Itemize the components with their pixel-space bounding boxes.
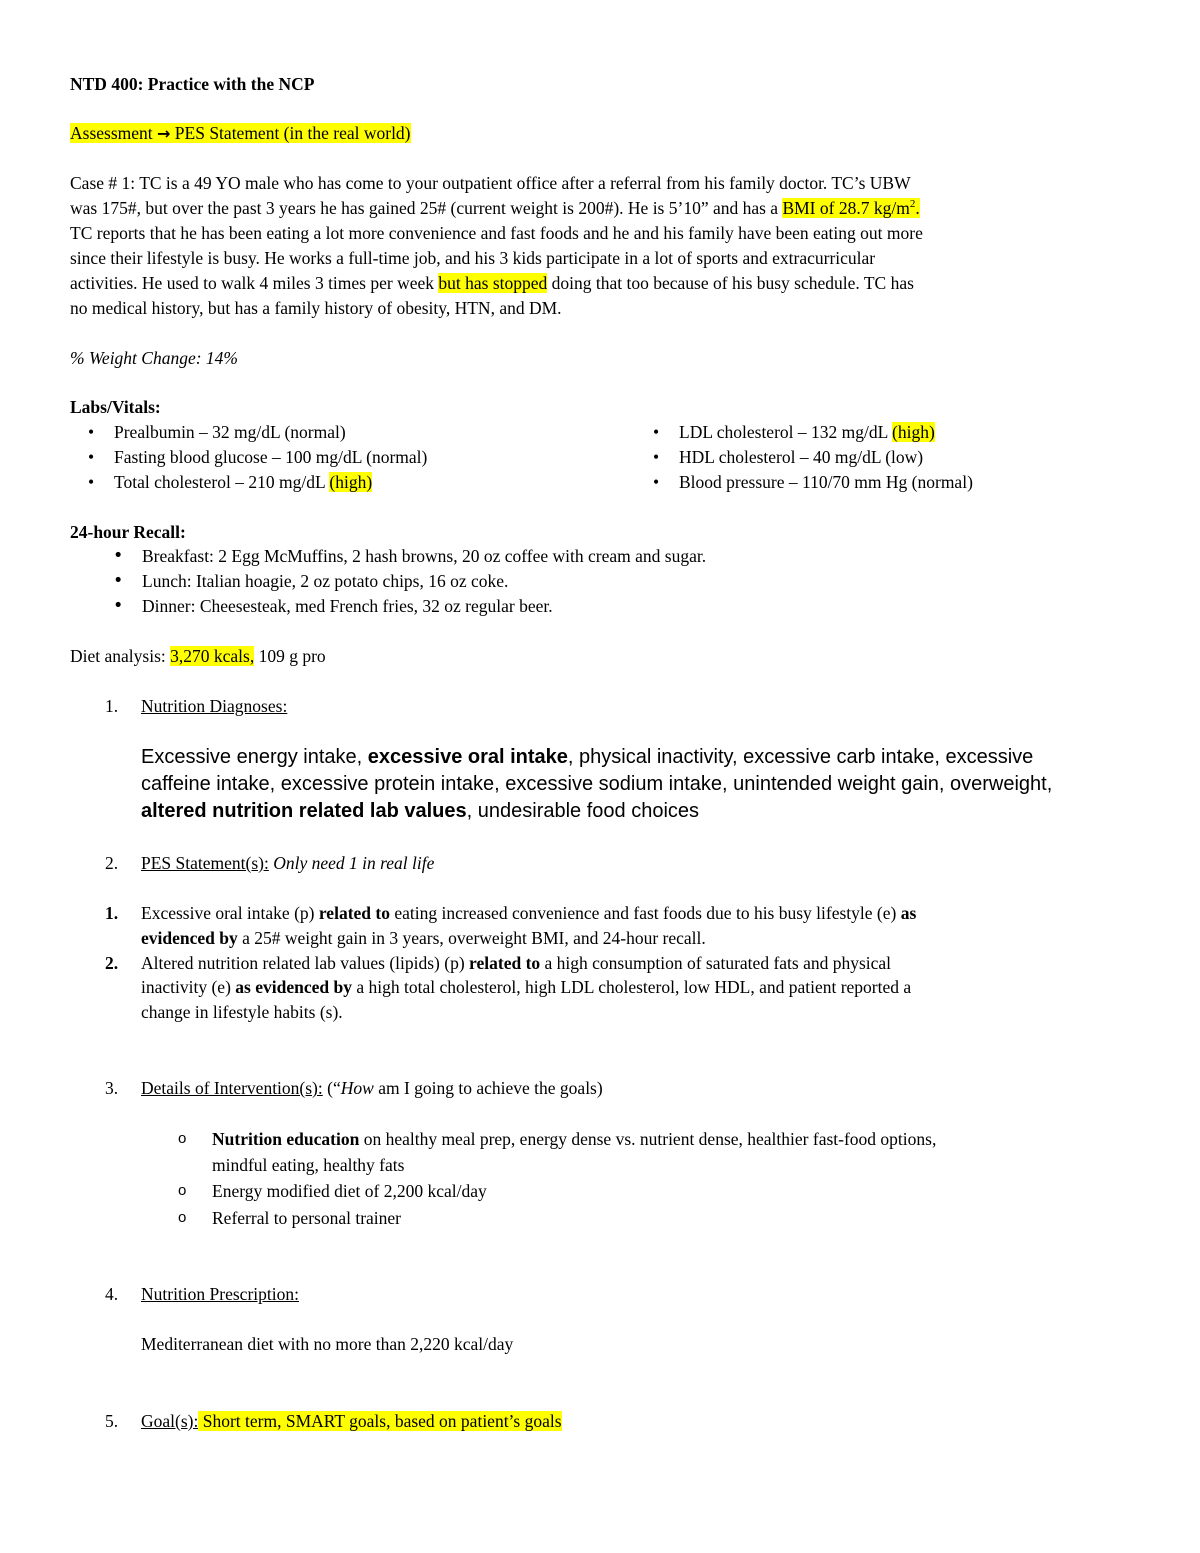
weight-change: % Weight Change: 14% [70,348,239,368]
document-page: NTD 400: Practice with the NCP Assessment → PES Statement (in the real world) Case # 1: TC is a 49 YO male who has come to your outpatient office after a referral from his family doctor. TC’s UBW was 175#, but over the past 3 years he has gained 25# (current weight is 200#). He is 5’10” and has a BMI of 28.7 $kg/m^2$. TC reports that he has been eating a lot more convenience and fast foods and he and his family have been eating out more since their lifestyle is busy. He works a full-time job, and his 3 kids participate in a lot of sports and extracurricular activities. He used to walk 4 miles 3 times per week but has stopped doing that too because of his busy schedule. TC has no medical history, but has a family history of obesity, HTN, and DM. % Weight Change: 14% Labs/Vitals: • Prealbumin – 32 mg/dL (normal) • Fasting blood glucose – 100 mg/dL (normal) • Total cholesterol – 210 mg/dL (high) • LDL cholesterol – 132 mg/dL (high) • HDL cholesterol – 40 mg/dL (low) • Blood pressure – 110/70 mm Hg (normal) 24-hour Recall: • Breakfast: 2 Egg McMuffins, 2 hash browns, 20 oz coffee with cream and sugar. • Lunch: Italian hoagie, 2 oz potato chips, 16 oz coke. • Dinner: Cheesesteak, med French fries, 32 oz regular beer. Diet analysis: 3,270 kcals, 109 g pro 1. Nutrition Diagnoses: Excessive energy intake, excessive oral intake, physical inactivity, excessive carb intake, excessive caffeine intake, excessive protein intake, excessive sodium intake, unintended weight gain, overweight, altered nutrition related lab values, undesirable food choices 2. PES Statement(s): Only need 1 in real life 1. Excessive oral intake (p) related to eating increased convenience and fast foods due to his busy lifestyle (e) as evidenced by a 25# weight gain in 3 years, overweight BMI, and 24-hour recall. 2. Altered nutrition related lab values (lipids) (p) related to a high consumption of saturated fats and physical inactivity (e) as evidenced by a high total cholesterol, high LDL cholesterol, low HDL, and patient reported a change in lifestyle habits (s). 3. Details of Intervention(s): (“How am I going to achieve the goals) o Nutrition education on healthy meal prep, energy dense vs. nutrient dense, healthier fast-food options, mindful eating, healthy fats o Energy modified diet of 2,200 kcal/day o Referral to personal trainer 4. Nutrition Prescription: Mediterranean diet with no more than 2,220 kcal/day 5. Goal(s): Short term, SMART goals, based on patient’s goals [70,74,1053,1431]
case-line: since their lifestyle is busy. He works a full-time job, and his 3 kids participate in a lot of sports and extracurricular [70,248,876,268]
case-line: no medical history, but has a family history of obesity, HTN, and DM. [70,298,562,318]
prescription-text: Mediterranean diet with no more than 2,220 kcal/day [141,1334,514,1354]
diagnoses-line: caffeine intake, excessive protein intake, excessive sodium intake, unintended weight gain, overweight, [141,773,1053,795]
right-arrow-icon: → [157,124,171,143]
recall-heading: 24-hour Recall: [70,522,186,542]
case-line: TC reports that he has been eating a lot more convenience and fast foods and he and his family have been eating out more [70,223,923,243]
labs-heading: Labs/Vitals: [70,397,161,417]
diagnoses-line: altered nutrition related lab values, undesirable food choices [141,800,700,822]
document-title: NTD 400: Practice with the NCP [70,74,315,94]
case-line: Case # 1: TC is a 49 YO male who has come to your outpatient office after a referral from his family doctor. TC’s UBW [70,173,911,193]
section-subtitle: Assessment → PES Statement (in the real world) [70,123,411,143]
diet-analysis: Diet analysis: 3,270 kcals, 109 g pro [70,646,326,666]
diagnoses-line: Excessive energy intake, excessive oral intake, physical inactivity, excessive carb intake, excessive [141,746,1034,768]
case-line: activities. He used to walk 4 miles 3 times per week but has stopped doing that too because of his busy schedule. TC has [70,273,914,293]
case-line: was 175#, but over the past 3 years he has gained 25# (current weight is 200#). He is 5’10” and has a BMI of 28.7 $kg/m^2$. [70,198,920,218]
